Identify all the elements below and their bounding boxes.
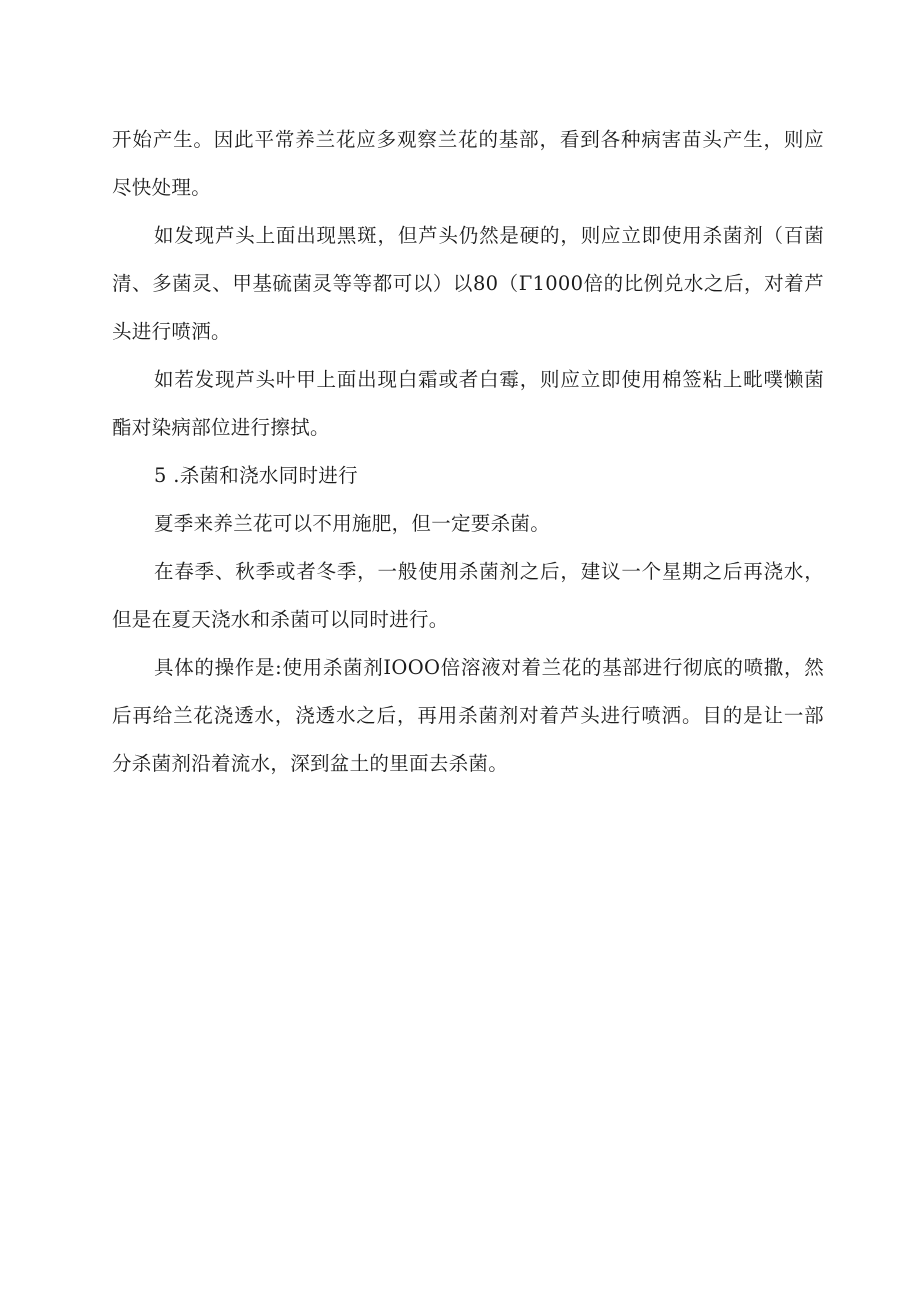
paragraph-5: 夏季来养兰花可以不用施肥，但一定要杀菌。 [154,512,551,535]
paragraph-3: 如若发现芦头叶甲上面出现白霜或者白霉，则应立即使用棉签粘上毗噗懒菌酯对染病部位进行擦拭。 [112,368,824,439]
paragraph-6: 在春季、秋季或者冬季，一般使用杀菌剂之后，建议一个星期之后再浇水，但是在夏天浇水和杀菌可以同时进行。 [112,560,824,631]
section-heading: 5 .杀菌和浇水同时进行 [154,464,358,487]
paragraph-1: 开始产生。因此平常养兰花应多观察兰花的基部，看到各种病害苗头产生，则应尽快处理。 [112,128,824,199]
paragraph-2: 如发现芦头上面出现黑斑，但芦头仍然是硬的，则应立即使用杀菌剂（百菌清、多菌灵、甲基硫菌灵等等都可以）以80（Γ1000倍的比例兑水之后，对着芦头进行喷洒。 [112,224,824,343]
document-body [112,116,824,788]
paragraph-7: 具体的操作是:使用杀菌剂IOOO倍溶液对着兰花的基部进行彻底的喷撒，然后再给兰花浇透水，浇透水之后，再用杀菌剂对着芦头进行喷洒。目的是让一部分杀菌剂沿着流水，深到盆土的里面去杀菌。 [112,656,824,775]
